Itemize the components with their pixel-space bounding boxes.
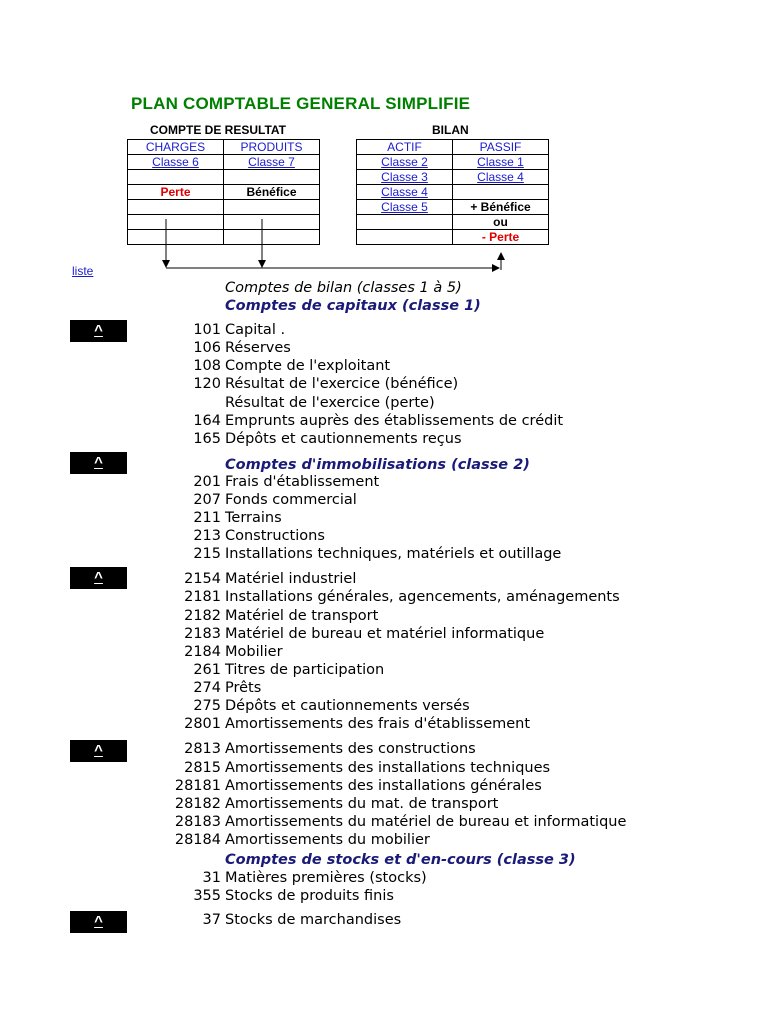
account-row: 106 Réserves bbox=[193, 340, 291, 356]
account-row: 355 Stocks de produits finis bbox=[193, 888, 394, 904]
account-row: 28183 Amortissements du matériel de bureau et informatique bbox=[174, 814, 627, 830]
classe-2-link[interactable]: Classe 2 bbox=[381, 155, 428, 169]
account-row: 275 Dépôts et cautionnements versés bbox=[193, 698, 470, 714]
perte-label: Perte bbox=[128, 185, 224, 200]
bilan-header: BILAN bbox=[432, 123, 469, 137]
account-row: 215 Installations techniques, matériels et outillage bbox=[193, 546, 562, 562]
account-row: 2181 Installations générales, agencements, aménagements bbox=[184, 589, 620, 605]
account-row: Résultat de l'exercice (perte) bbox=[225, 395, 435, 411]
classe-6-link[interactable]: Classe 6 bbox=[152, 155, 199, 169]
account-row: 2184 Mobilier bbox=[184, 644, 283, 660]
account-row: 101 Capital . bbox=[193, 322, 286, 338]
account-row: 2813 Amortissements des constructions bbox=[184, 741, 476, 757]
account-row: 37 Stocks de marchandises bbox=[202, 912, 402, 928]
classe-4-link[interactable]: Classe 4 bbox=[381, 185, 428, 199]
account-row: 28184 Amortissements du mobilier bbox=[174, 832, 430, 848]
account-row: 31 Matières premières (stocks) bbox=[202, 870, 427, 886]
account-row: 207 Fonds commercial bbox=[193, 492, 357, 508]
flow-arrows bbox=[0, 0, 768, 290]
liste-link[interactable]: liste bbox=[72, 264, 94, 278]
passif-header: PASSIF bbox=[453, 140, 549, 155]
section-immobilisations: Comptes d'immobilisations (classe 2) bbox=[225, 457, 530, 473]
account-row: 211 Terrains bbox=[193, 510, 282, 526]
account-row: 28181 Amortissements des installations générales bbox=[174, 778, 542, 794]
classe-3-link[interactable]: Classe 3 bbox=[381, 170, 428, 184]
produits-header: PRODUITS bbox=[224, 140, 320, 155]
account-row: 28182 Amortissements du mat. de transport bbox=[174, 796, 499, 812]
ou-label: ou bbox=[453, 215, 549, 230]
subtitle-bilan: Comptes de bilan (classes 1 à 5) bbox=[225, 280, 462, 296]
account-row: 2801 Amortissements des frais d'établissement bbox=[184, 716, 531, 732]
account-row: 108 Compte de l'exploitant bbox=[193, 358, 391, 374]
actif-header: ACTIF bbox=[357, 140, 453, 155]
account-row: 164 Emprunts auprès des établissements de crédit bbox=[193, 413, 564, 429]
charges-header: CHARGES bbox=[128, 140, 224, 155]
back-to-top-button[interactable]: ^ bbox=[70, 320, 127, 342]
back-to-top-button[interactable]: ^ bbox=[70, 567, 127, 589]
account-row: 165 Dépôts et cautionnements reçus bbox=[193, 431, 462, 447]
moins-perte-label: - Perte bbox=[453, 230, 549, 245]
account-row: 201 Frais d'établissement bbox=[193, 474, 380, 490]
account-row: 2182 Matériel de transport bbox=[184, 608, 379, 624]
account-row: 274 Prêts bbox=[193, 680, 262, 696]
account-row: 261 Titres de participation bbox=[193, 662, 385, 678]
back-to-top-button[interactable]: ^ bbox=[70, 911, 127, 933]
classe-4-passif-link[interactable]: Classe 4 bbox=[477, 170, 524, 184]
classe-7-link[interactable]: Classe 7 bbox=[248, 155, 295, 169]
section-capitaux: Comptes de capitaux (classe 1) bbox=[225, 298, 481, 314]
resultat-header: COMPTE DE RESULTAT bbox=[150, 123, 286, 137]
back-to-top-button[interactable]: ^ bbox=[70, 452, 127, 474]
account-row: 120 Résultat de l'exercice (bénéfice) bbox=[193, 376, 459, 392]
back-to-top-button[interactable]: ^ bbox=[70, 740, 127, 762]
classe-5-link[interactable]: Classe 5 bbox=[381, 200, 428, 214]
account-row: 2154 Matériel industriel bbox=[184, 571, 357, 587]
plus-benefice-label: + Bénéfice bbox=[453, 200, 549, 215]
account-row: 213 Constructions bbox=[193, 528, 325, 544]
account-row: 2815 Amortissements des installations techniques bbox=[184, 760, 551, 776]
benefice-label: Bénéfice bbox=[224, 185, 320, 200]
section-stocks: Comptes de stocks et d'en-cours (classe 3) bbox=[225, 852, 576, 868]
classe-1-link[interactable]: Classe 1 bbox=[477, 155, 524, 169]
page-title: PLAN COMPTABLE GENERAL SIMPLIFIE bbox=[131, 94, 471, 113]
account-row: 2183 Matériel de bureau et matériel informatique bbox=[184, 626, 545, 642]
